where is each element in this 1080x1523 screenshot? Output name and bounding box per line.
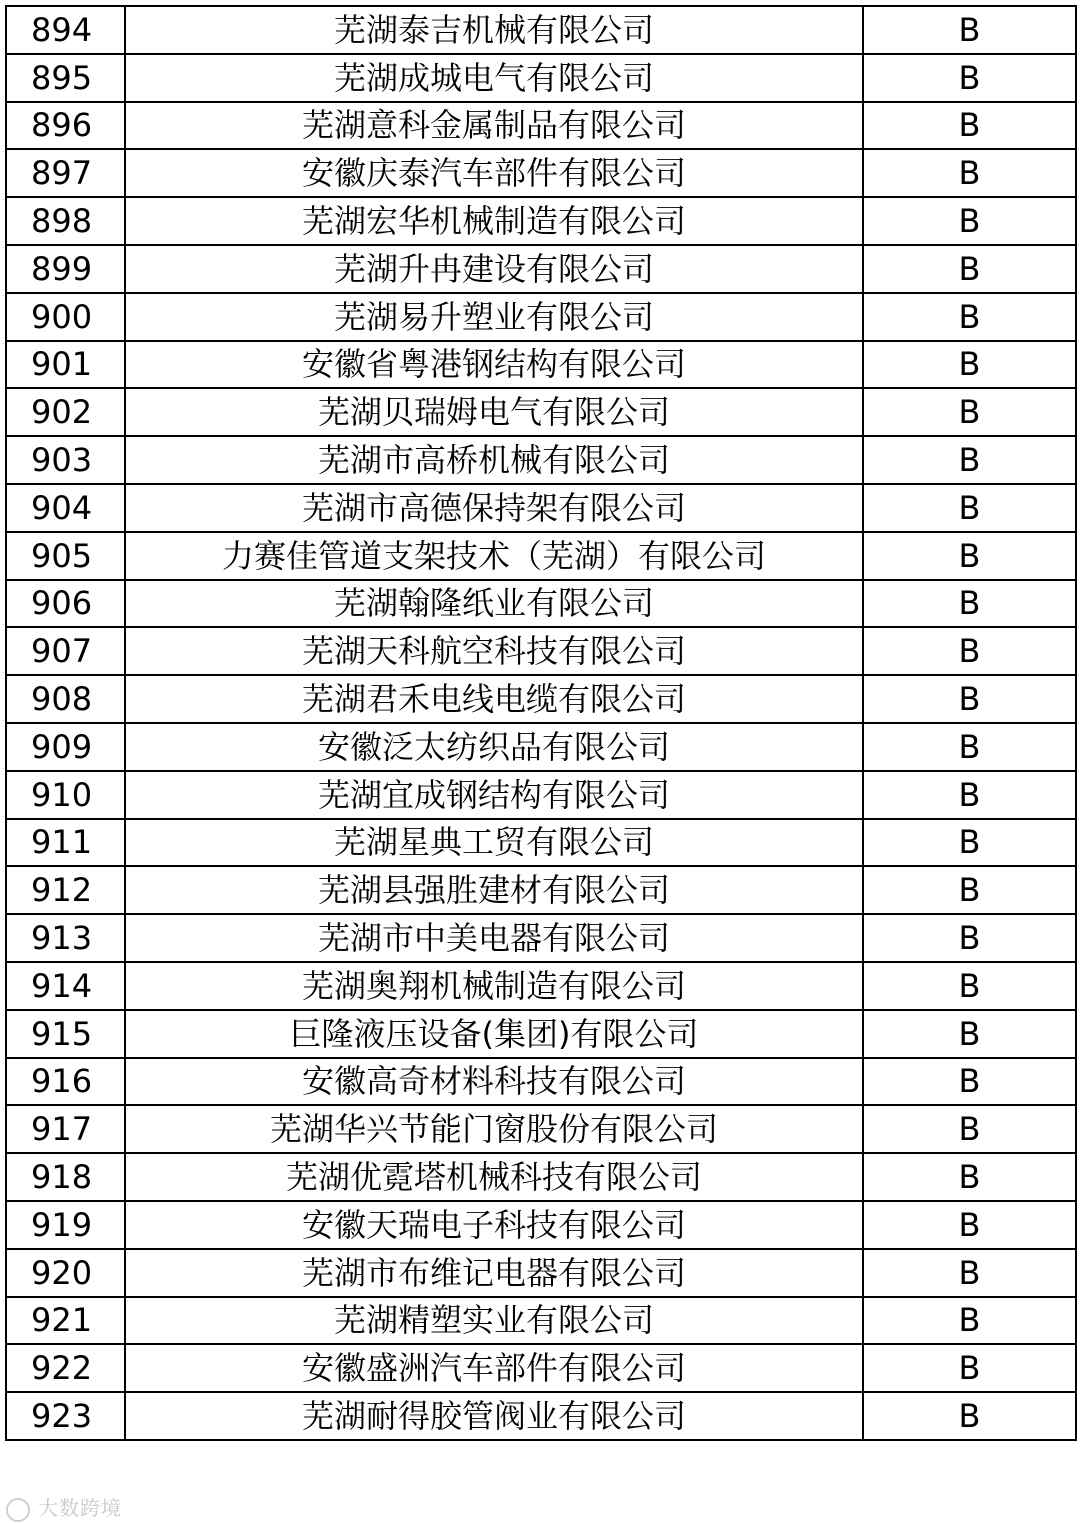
grade-cell: B xyxy=(863,197,1076,245)
row-number: 915 xyxy=(6,1010,125,1058)
row-number: 911 xyxy=(6,819,125,867)
table-row xyxy=(6,293,1076,341)
company-name: 芜湖宏华机械制造有限公司 xyxy=(125,197,863,245)
company-name: 芜湖升冉建设有限公司 xyxy=(125,245,863,293)
row-number: 905 xyxy=(6,532,125,580)
table-body xyxy=(6,6,1076,1440)
table-row xyxy=(6,245,1076,293)
grade-cell: B xyxy=(863,580,1076,628)
company-name: 安徽泛太纺织品有限公司 xyxy=(125,723,863,771)
row-number: 922 xyxy=(6,1344,125,1392)
grade-cell: B xyxy=(863,1344,1076,1392)
table-row xyxy=(6,102,1076,150)
company-name: 芜湖市中美电器有限公司 xyxy=(125,914,863,962)
watermark xyxy=(6,1492,122,1522)
company-name: 芜湖星典工贸有限公司 xyxy=(125,819,863,867)
table-row xyxy=(6,197,1076,245)
grade-cell: B xyxy=(863,1392,1076,1440)
company-name: 芜湖市高桥机械有限公司 xyxy=(125,436,863,484)
table-row xyxy=(6,627,1076,675)
grade-cell: B xyxy=(863,1201,1076,1249)
row-number: 917 xyxy=(6,1105,125,1153)
company-name: 芜湖翰隆纸业有限公司 xyxy=(125,580,863,628)
table-row xyxy=(6,580,1076,628)
grade-cell: B xyxy=(863,1249,1076,1297)
company-name: 芜湖贝瑞姆电气有限公司 xyxy=(125,388,863,436)
table-row xyxy=(6,1010,1076,1058)
table-row xyxy=(6,1153,1076,1201)
table-row xyxy=(6,388,1076,436)
row-number: 923 xyxy=(6,1392,125,1440)
company-name: 芜湖市布维记电器有限公司 xyxy=(125,1249,863,1297)
table-row xyxy=(6,1105,1076,1153)
grade-cell: B xyxy=(863,102,1076,150)
table-row xyxy=(6,484,1076,532)
grade-cell: B xyxy=(863,627,1076,675)
row-number: 898 xyxy=(6,197,125,245)
table-row xyxy=(6,1297,1076,1345)
table-row xyxy=(6,1392,1076,1440)
company-name: 芜湖华兴节能门窗股份有限公司 xyxy=(125,1105,863,1153)
row-number: 918 xyxy=(6,1153,125,1201)
grade-cell: B xyxy=(863,6,1076,54)
row-number: 920 xyxy=(6,1249,125,1297)
grade-cell: B xyxy=(863,819,1076,867)
row-number: 908 xyxy=(6,675,125,723)
row-number: 909 xyxy=(6,723,125,771)
row-number: 906 xyxy=(6,580,125,628)
row-number: 894 xyxy=(6,6,125,54)
grade-cell: B xyxy=(863,914,1076,962)
company-name: 安徽高奇材料科技有限公司 xyxy=(125,1058,863,1106)
row-number: 900 xyxy=(6,293,125,341)
company-name: 芜湖耐得胶管阀业有限公司 xyxy=(125,1392,863,1440)
table-row xyxy=(6,6,1076,54)
table-row xyxy=(6,771,1076,819)
table-row xyxy=(6,819,1076,867)
grade-cell: B xyxy=(863,245,1076,293)
table-row xyxy=(6,1344,1076,1392)
company-name: 巨隆液压设备(集团)有限公司 xyxy=(125,1010,863,1058)
row-number: 907 xyxy=(6,627,125,675)
grade-cell: B xyxy=(863,149,1076,197)
company-name: 芜湖奥翔机械制造有限公司 xyxy=(125,962,863,1010)
watermark-text: 大数跨境 xyxy=(38,1496,122,1520)
watermark-logo-icon xyxy=(6,1498,30,1522)
company-name: 安徽省粤港钢结构有限公司 xyxy=(125,341,863,389)
grade-cell: B xyxy=(863,1010,1076,1058)
row-number: 902 xyxy=(6,388,125,436)
grade-cell: B xyxy=(863,962,1076,1010)
grade-cell: B xyxy=(863,723,1076,771)
company-name: 芜湖天科航空科技有限公司 xyxy=(125,627,863,675)
company-name: 安徽庆泰汽车部件有限公司 xyxy=(125,149,863,197)
company-name: 芜湖成城电气有限公司 xyxy=(125,54,863,102)
company-name: 芜湖意科金属制品有限公司 xyxy=(125,102,863,150)
row-number: 914 xyxy=(6,962,125,1010)
grade-cell: B xyxy=(863,1105,1076,1153)
table-row xyxy=(6,723,1076,771)
grade-cell: B xyxy=(863,1058,1076,1106)
grade-cell: B xyxy=(863,54,1076,102)
table-row xyxy=(6,866,1076,914)
row-number: 912 xyxy=(6,866,125,914)
company-name: 芜湖泰吉机械有限公司 xyxy=(125,6,863,54)
grade-cell: B xyxy=(863,532,1076,580)
company-name: 芜湖易升塑业有限公司 xyxy=(125,293,863,341)
row-number: 901 xyxy=(6,341,125,389)
table-row xyxy=(6,1249,1076,1297)
row-number: 897 xyxy=(6,149,125,197)
table-row xyxy=(6,341,1076,389)
row-number: 904 xyxy=(6,484,125,532)
grade-cell: B xyxy=(863,293,1076,341)
grade-cell: B xyxy=(863,771,1076,819)
table-row xyxy=(6,675,1076,723)
row-number: 896 xyxy=(6,102,125,150)
table-row xyxy=(6,962,1076,1010)
grade-cell: B xyxy=(863,436,1076,484)
table-row xyxy=(6,54,1076,102)
grade-cell: B xyxy=(863,866,1076,914)
company-name: 芜湖优霓塔机械科技有限公司 xyxy=(125,1153,863,1201)
row-number: 916 xyxy=(6,1058,125,1106)
grade-cell: B xyxy=(863,388,1076,436)
company-name: 安徽天瑞电子科技有限公司 xyxy=(125,1201,863,1249)
company-name: 芜湖精塑实业有限公司 xyxy=(125,1297,863,1345)
row-number: 921 xyxy=(6,1297,125,1345)
row-number: 895 xyxy=(6,54,125,102)
table-row xyxy=(6,532,1076,580)
row-number: 899 xyxy=(6,245,125,293)
company-name: 芜湖县强胜建材有限公司 xyxy=(125,866,863,914)
grade-cell: B xyxy=(863,341,1076,389)
table-row xyxy=(6,1201,1076,1249)
row-number: 910 xyxy=(6,771,125,819)
table-row xyxy=(6,1058,1076,1106)
company-grade-table xyxy=(5,5,1077,1441)
company-name: 芜湖市高德保持架有限公司 xyxy=(125,484,863,532)
grade-cell: B xyxy=(863,675,1076,723)
table-row xyxy=(6,914,1076,962)
company-name: 安徽盛洲汽车部件有限公司 xyxy=(125,1344,863,1392)
table-row xyxy=(6,149,1076,197)
grade-cell: B xyxy=(863,1153,1076,1201)
table-row xyxy=(6,436,1076,484)
row-number: 913 xyxy=(6,914,125,962)
row-number: 903 xyxy=(6,436,125,484)
company-name: 力赛佳管道支架技术（芜湖）有限公司 xyxy=(125,532,863,580)
grade-cell: B xyxy=(863,484,1076,532)
row-number: 919 xyxy=(6,1201,125,1249)
company-name: 芜湖君禾电线电缆有限公司 xyxy=(125,675,863,723)
grade-cell: B xyxy=(863,1297,1076,1345)
company-name: 芜湖宜成钢结构有限公司 xyxy=(125,771,863,819)
